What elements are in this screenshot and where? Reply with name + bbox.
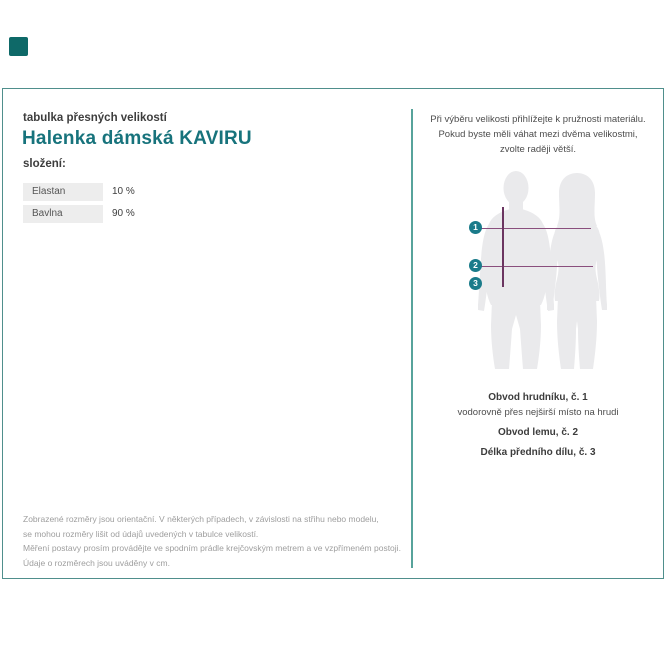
composition-row bbox=[23, 205, 223, 223]
size-table-heading: tabulka přesných velikostí bbox=[23, 112, 167, 124]
size-disclaimer-line: Zobrazené rozměry jsou orientační. V některých případech, v závislosti na střihu nebo modelu, bbox=[23, 514, 379, 524]
fit-advice-line: Pokud byste měli váhat mezi dvěma velikostmi, bbox=[438, 129, 638, 140]
fit-advice-line: Při výběru velikosti přihlížejte k pružnosti materiálu. bbox=[430, 114, 646, 125]
size-chart-panel bbox=[2, 88, 664, 579]
measurement-marker-1: 1 bbox=[469, 221, 482, 234]
fit-advice-line: zvolte raději větší. bbox=[499, 144, 577, 155]
body-silhouettes-figure bbox=[456, 163, 641, 373]
female-silhouette-figure bbox=[547, 173, 607, 369]
measurement-label-1: Obvod hrudníku, č. 1 bbox=[488, 392, 588, 403]
material-cell: Bavlna bbox=[23, 205, 103, 223]
measurement-label-2: Obvod lemu, č. 2 bbox=[497, 427, 579, 438]
measurement-note-1: vodorovně přes nejširší místo na hrudi bbox=[457, 407, 619, 418]
male-silhouette-figure bbox=[478, 171, 554, 369]
measurement-label-3: Délka předního dílu, č. 3 bbox=[480, 447, 596, 458]
measurement-marker-3: 3 bbox=[469, 277, 482, 290]
hem-measure-line bbox=[481, 266, 593, 268]
fit-advice bbox=[413, 112, 663, 157]
material-cell: Elastan bbox=[23, 183, 103, 201]
measurement-marker-2: 2 bbox=[469, 259, 482, 272]
size-disclaimer bbox=[23, 512, 403, 570]
chest-measure-line bbox=[481, 228, 591, 230]
percent-cell: 10 % bbox=[112, 186, 135, 197]
product-title: Halenka dámská KAVIRU bbox=[22, 128, 252, 149]
composition-heading: složení: bbox=[23, 158, 66, 170]
corner-logo bbox=[9, 37, 28, 56]
composition-row bbox=[23, 183, 223, 201]
panel-divider bbox=[411, 109, 413, 568]
size-disclaimer-line: se mohou rozměry lišit od údajů uvedených v tabulce velikostí. bbox=[23, 528, 259, 539]
front-length-measure-line bbox=[502, 207, 504, 287]
size-disclaimer-line: Měření postavy prosím provádějte ve spodním prádle krejčovským metrem a ve vzpřímeném postoji. bbox=[23, 543, 401, 553]
percent-cell: 90 % bbox=[112, 208, 135, 219]
size-disclaimer-line: Údaje o rozměrech jsou uváděny v cm. bbox=[23, 557, 170, 568]
composition-table bbox=[23, 183, 223, 227]
